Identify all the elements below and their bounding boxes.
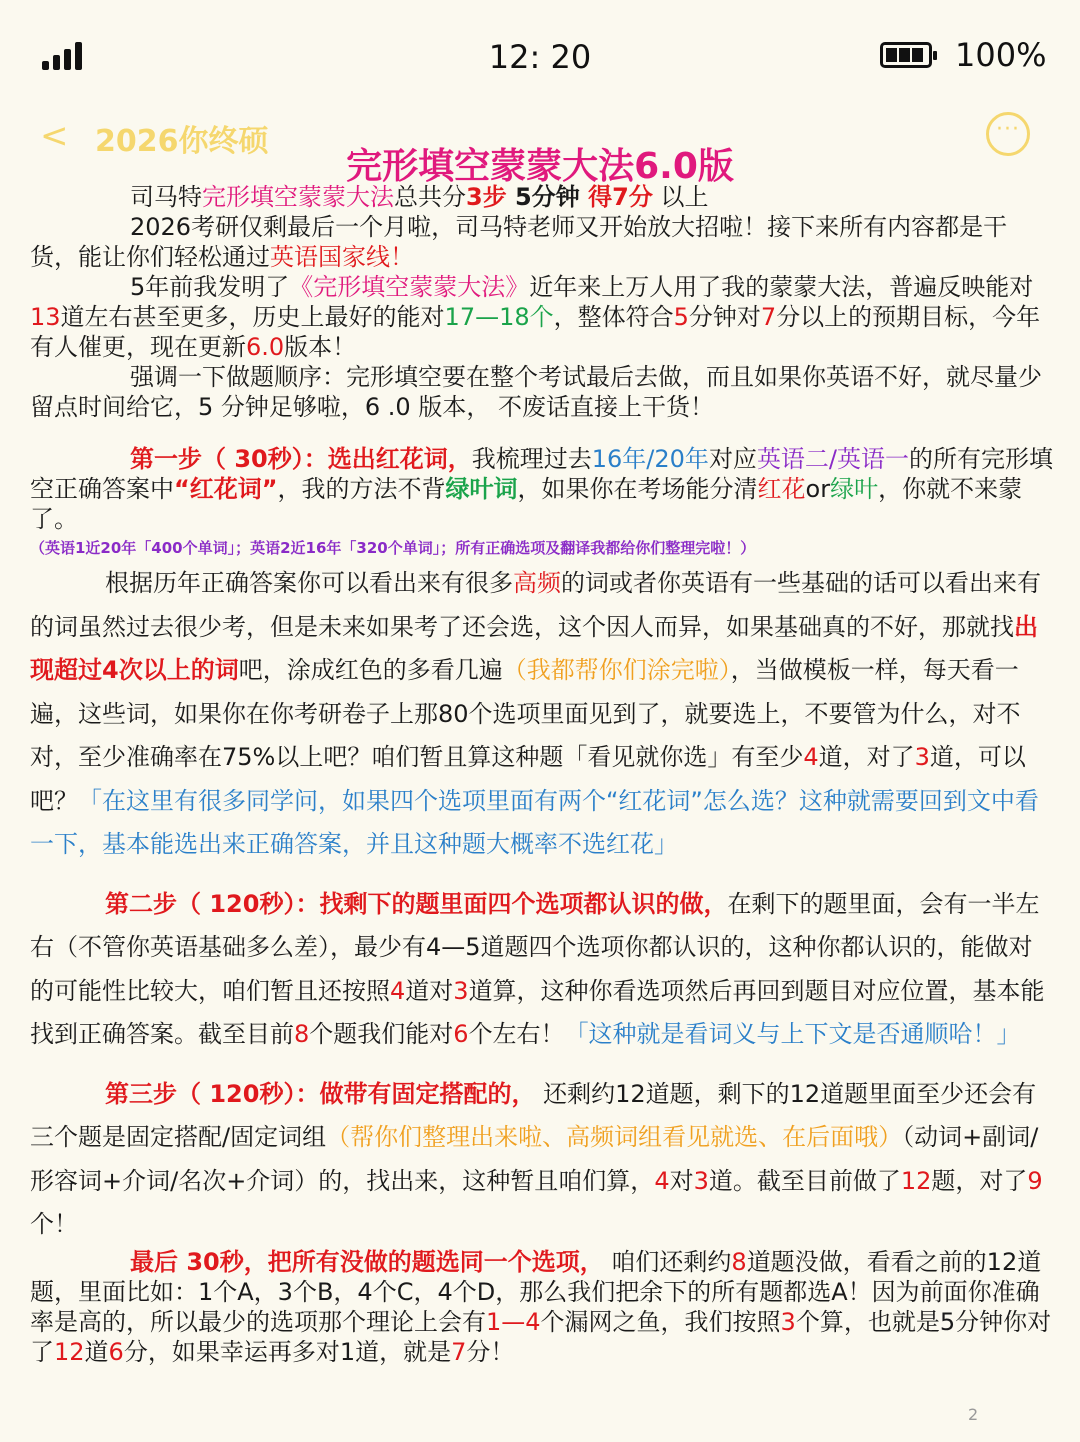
text: 「这种就是看词义与上下文是否通顺哈！」 — [564, 1020, 1021, 1048]
text: 12 — [900, 1166, 932, 1195]
step-1-heading: 第一步（ 30秒）：选出红花词， — [130, 445, 472, 473]
text: 道，可以吧？ — [30, 743, 1026, 815]
text: 12 — [54, 1337, 85, 1366]
text: 出现超过4次以上的词 — [30, 612, 1038, 684]
back-icon[interactable]: < — [40, 116, 69, 156]
text: 8 — [294, 1020, 310, 1048]
text: 个！ — [30, 1210, 78, 1238]
text: 总共分 — [394, 183, 466, 211]
text: “红花词” — [174, 475, 278, 503]
step-2-paragraph — [30, 883, 1054, 1057]
text: 的词或者你英语有一些基础的话可以看出来有的词虽然过去很少考，但是未来如果考了还会选，这个因人而异，如果基础真的不好，那就找 — [30, 569, 1041, 641]
page-number: 2 — [968, 1405, 979, 1424]
status-time: 12: 20 — [488, 38, 592, 76]
text: 分以上的预期目标，今年有人催更，现在更新 — [30, 303, 1041, 361]
text: 道。截至目前做了 — [708, 1166, 901, 1195]
step-4-heading: 最后 30秒，把所有没做的题选同一个选项， — [130, 1247, 604, 1276]
text: 4 — [803, 743, 819, 771]
intro-paragraph — [30, 182, 1054, 212]
nav-title: 2026你终硕 — [95, 124, 269, 159]
text: 根据历年正确答案你可以看出来有很多 — [105, 569, 513, 597]
text: 1—4 — [486, 1307, 541, 1336]
text: 近年来上万人用了我的蒙蒙大法，普遍反映能对 — [529, 273, 1034, 301]
text: 英语国家线！ — [270, 243, 414, 271]
text: 7 — [451, 1337, 467, 1366]
step-3-heading: 第三步（ 120秒）：做带有固定搭配的， — [105, 1079, 536, 1108]
text: 高频 — [513, 569, 561, 597]
text: 个算，也就是5分钟你对了 — [30, 1307, 1052, 1366]
text: 道题没做，看看之前的12道题，里面比如：1个A，3个B，4个C，4个D，那么我们把余下的所有题都选A！因为前面你准确率是高的，所以最少的选项那个理论上会有 — [30, 1247, 1042, 1336]
text: 7 — [760, 303, 777, 331]
text: 的所有完形填空正确答案中 — [30, 445, 1054, 503]
document-title: 完形填空蒙蒙大法6.0版 — [346, 146, 734, 187]
status-bar — [0, 0, 1080, 110]
text: 道 — [84, 1337, 109, 1366]
text: ，你就不来蒙了。 — [30, 475, 1023, 533]
text: 红花 — [757, 475, 806, 503]
text: 道左右甚至更多，历史上最好的能对 — [60, 303, 445, 331]
text: 个题我们能对 — [309, 1020, 454, 1048]
text: 对 — [669, 1166, 694, 1195]
text: 得7分 — [588, 183, 653, 211]
text: 「在这里有很多同学问，如果四个选项里面有两个“红花词”怎么选？这种就需要回到文中看一下，基本能选出来正确答案，并且这种题大概率不选红花」 — [30, 786, 1039, 858]
text: 分！ — [466, 1337, 515, 1366]
text: 司马特 — [130, 183, 202, 211]
text: 16年/20年 — [591, 445, 709, 473]
paragraph-history — [30, 272, 1054, 362]
text: 13 — [30, 303, 61, 331]
text: 5分钟 — [506, 183, 589, 211]
text: 4 — [654, 1166, 670, 1195]
text: 3 — [453, 976, 469, 1005]
text: 还剩约12道题，剩下的12道题里面至少还会有三个题是固定搭配/固定词组 — [30, 1079, 1037, 1151]
text: 3 — [780, 1307, 796, 1336]
paragraph-high-frequency — [30, 562, 1054, 867]
text: （帮你们整理出来啦、高频词组看见就选、在后面哦） — [326, 1123, 903, 1151]
paragraph-order: 强调一下做题顺序：完形填空要在整个考试最后去做，而且如果你英语不好，就尽量少留点时间给它，5 分钟足够啦，6 .0 版本， 不废话直接上干货！ — [30, 363, 1042, 421]
text: 3步 — [466, 183, 507, 211]
step-4-paragraph — [30, 1247, 1054, 1367]
text: 5年前我发明了 — [130, 273, 290, 301]
text: 5 — [673, 303, 689, 331]
text: 吧，涂成红色的多看几遍 — [238, 656, 503, 684]
text: 分钟对 — [688, 303, 761, 331]
battery-percent: 100% — [955, 36, 1047, 74]
text: 17—18个 — [444, 303, 554, 331]
text: （动词+副词/形容词+介词/名次+介词）的，找出来，这种暂且咱们算， — [30, 1123, 1039, 1195]
text: 《完形填空蒙蒙大法》 — [289, 273, 530, 301]
text: 道算，这种你看选项然后再回到题目对应位置，基本能找到正确答案。截至目前 — [30, 976, 1045, 1048]
text: 个左右！ — [468, 1020, 565, 1048]
text: ，我的方法不背 — [277, 475, 446, 503]
text: 分，如果幸运再多对1道，就是 — [123, 1337, 452, 1366]
step-3-paragraph — [30, 1073, 1054, 1247]
text: 咱们还剩约 — [603, 1247, 732, 1276]
text: ，如果你在考场能分清 — [517, 475, 758, 503]
text: 英语二/英语一 — [756, 445, 910, 473]
text: 6 — [108, 1337, 124, 1366]
text: 绿叶词 — [445, 475, 518, 503]
step-2-heading: 第二步（ 120秒）：找剩下的题里面四个选项都认识的做， — [105, 889, 728, 918]
text: 6.0 — [246, 333, 285, 361]
text: 绿叶 — [830, 475, 879, 503]
text: 9 — [1027, 1166, 1043, 1195]
text: 4 — [390, 976, 406, 1005]
text: 我梳理过去 — [471, 445, 592, 473]
step-1-note: （英语1近20年「400个单词」；英语2近16年「320个单词」；所有正确选项及翻译我都给你们整理完啦！） — [30, 539, 756, 557]
text: or — [805, 475, 831, 503]
text: 在剩下的题里面，会有一半左右（不管你英语基础多么差），最少有4—5道题四个选项你都认识的，这种你都认识的，能做对的可能性比较大，咱们暂且还按照 — [30, 889, 1040, 1005]
text: 对应 — [708, 445, 757, 473]
text: （我都帮你们涂完啦） — [502, 656, 731, 684]
document-body — [30, 182, 1054, 1367]
battery-icon — [880, 42, 932, 68]
text: 版本！ — [284, 333, 357, 361]
text: ，整体符合 — [553, 303, 674, 331]
text: 道，对了 — [818, 743, 915, 771]
more-icon[interactable]: ··· — [986, 112, 1030, 156]
text: 3 — [693, 1166, 709, 1195]
paragraph-2026 — [30, 212, 1054, 272]
text: 完形填空蒙蒙大法 — [202, 183, 394, 211]
text: 2026考研仅剩最后一个月啦，司马特老师又开始放大招啦！接下来所有内容都是干货，能让你们轻松通过 — [30, 213, 1008, 271]
text: 个漏网之鱼，我们按照 — [540, 1307, 781, 1336]
text: ，当做模板一样，每天看一遍，这些词，如果你在你考研卷子上那80个选项里面见到了，就要选上，不要管为什么，对不对，至少准确率在75%以上吧？咱们暂且算这种题「看见就你选」有至少 — [30, 656, 1021, 771]
step-1-paragraph — [30, 444, 1054, 534]
text: 题，对了 — [931, 1166, 1028, 1195]
text: 6 — [453, 1020, 469, 1048]
text: 3 — [914, 743, 930, 771]
text: 8 — [731, 1247, 747, 1276]
text: 道对 — [405, 976, 454, 1005]
text: 以上 — [652, 183, 709, 211]
